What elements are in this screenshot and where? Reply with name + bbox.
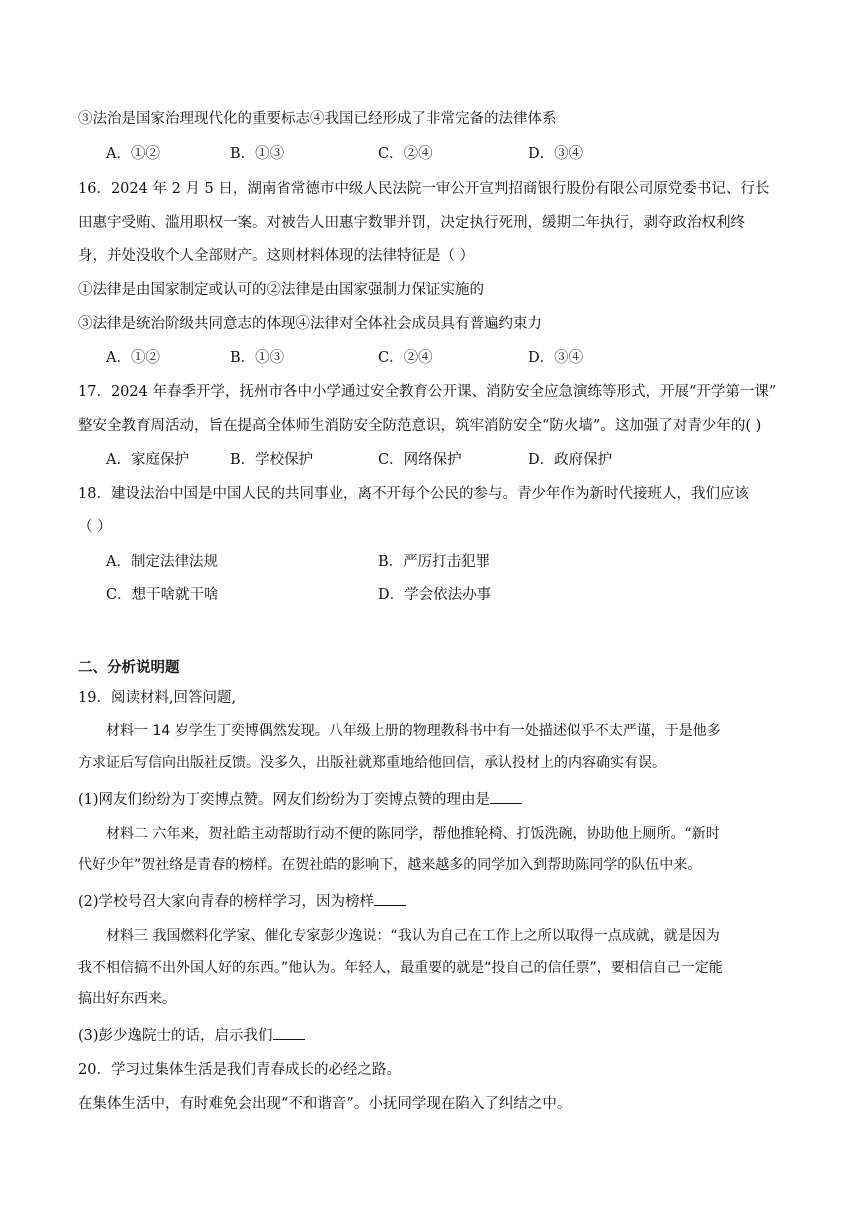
q19-material-1-line-1: 材料一 14 岁学生丁奕博偶然发现。八年级上册的物理教科书中有一处描述似乎不太严谨，于是他多 <box>106 723 721 739</box>
section-heading: 二、分析说明题 <box>78 659 180 676</box>
q18-options-row-2 <box>106 584 666 606</box>
q19-question-3-text: (3)彭少逸院士的话，启示我们 <box>78 1028 273 1044</box>
q15-option-a: A．①② <box>106 146 160 162</box>
q19-question-2-text: (2)学校号召大家向青春的榜样学习，因为榜样 <box>78 894 375 910</box>
q15-options <box>106 143 666 165</box>
q20-line-1: 20．学习过集体生活是我们青春成长的必经之路。 <box>78 1062 401 1078</box>
q17-line-2: 整安全教育周活动，旨在提高全体师生消防安全防范意识，筑牢消防安全“防火墙”。这加强了对青少年的( ) <box>78 418 762 434</box>
q15-option-b: B．①③ <box>230 146 285 162</box>
q19-material-3-line-3: 搞出好东西来。 <box>78 991 176 1007</box>
q16-option-d: D．③④ <box>528 350 584 366</box>
q18-option-a: A．制定法律法规 <box>106 554 218 570</box>
q18-option-c: C．想干啥就干啥 <box>106 587 219 603</box>
q17-options <box>106 449 666 471</box>
q18-line-1: 18．建设法治中国是中国人民的共同事业，离不开每个公民的参与。青少年作为新时代接班人，我们应该 <box>78 486 749 502</box>
q19-material-2-line-2: 代好少年”贺社络是青春的榜样。在贺社皓的影响下，越来越多的同学加入到帮助陈同学的队伍中来。 <box>78 857 702 873</box>
q16-statement-1: ①法律是由国家制定或认可的②法律是由国家强制力保证实施的 <box>78 282 484 298</box>
q16-line-1: 16．2024 年 2 月 5 日，湖南省常德市中级人民法院一审公开宣判招商银行股份有限公司原党委书记、行长 <box>78 181 770 197</box>
q19-answer-blank-1[interactable] <box>490 789 522 804</box>
q19-material-2-line-1: 材料二 六年来，贺社皓主动帮助行动不便的陈同学，帮他推轮椅、打饭洗碗，协助他上厕所。“新时 <box>106 826 720 842</box>
q17-line-1: 17．2024 年春季开学，抚州市各中小学通过安全教育公开课、消防安全应急演练等形式，开展“开学第一课” <box>78 384 777 400</box>
q19-material-3-line-1: 材料三 我国燃料化学家、催化专家彭少逸说：“我认为自己在工作上之所以取得一点成就，就是因为 <box>106 928 720 944</box>
q19-material-1-line-2: 方求证后写信向出版社反馈。没多久，出版社就郑重地给他回信，承认投材上的内容确实有误。 <box>78 755 666 771</box>
q18-option-b: B．严厉打击犯罪 <box>378 554 491 570</box>
q19-material-3-line-2: 我不相信搞不出外国人好的东西。”他认为。年轻人，最重要的就是“投自己的信任票”，要相信自己一定能 <box>78 960 723 976</box>
q17-option-c: C．网络保护 <box>378 452 462 468</box>
q17-option-d: D．政府保护 <box>528 452 613 468</box>
q16-options <box>106 347 666 369</box>
q16-line-2: 田惠宇受贿、滥用职权一案。对被告人田惠宇数罪并罚，决定执行死刑，缓期二年执行，剥夺政治权利终 <box>78 215 745 231</box>
q18-line-2: （ ） <box>78 519 112 535</box>
q15-option-d: D．③④ <box>528 146 584 162</box>
q16-statement-2: ③法律是统治阶级共同意志的体现④法律对全体社会成员具有普遍约束力 <box>78 316 542 332</box>
q17-option-b: B．学校保护 <box>230 452 314 468</box>
q16-option-a: A．①② <box>106 350 160 366</box>
q19-question-1-text: (1)网友们纷纷为丁奕博点赞。网友们纷纷为丁奕博点赞的理由是 <box>78 792 491 808</box>
q16-line-3: 身，并处没收个人全部财产。这则材料体现的法律特征是（ ） <box>78 248 475 264</box>
q20-line-2: 在集体生活中，有时难免会出现“不和谐音”。小抚同学现在陷入了纠结之中。 <box>78 1096 572 1112</box>
q15-option-c: C．②④ <box>378 146 433 162</box>
q19-question-3 <box>78 1025 305 1047</box>
q19-intro: 19．阅读材料,回答问题, <box>78 690 237 706</box>
q18-option-d: D．学会依法办事 <box>378 587 492 603</box>
q16-option-c: C．②④ <box>378 350 433 366</box>
q19-question-1 <box>78 789 522 811</box>
q15-statement-line: ③法治是国家治理现代化的重要标志④我国已经形成了非常完备的法律体系 <box>78 111 557 127</box>
q17-option-a: A．家庭保护 <box>106 452 189 468</box>
q19-question-2 <box>78 891 406 913</box>
q19-answer-blank-3[interactable] <box>273 1025 305 1040</box>
q16-option-b: B．①③ <box>230 350 285 366</box>
q18-options-row-1 <box>106 551 666 573</box>
q19-answer-blank-2[interactable] <box>374 891 406 906</box>
